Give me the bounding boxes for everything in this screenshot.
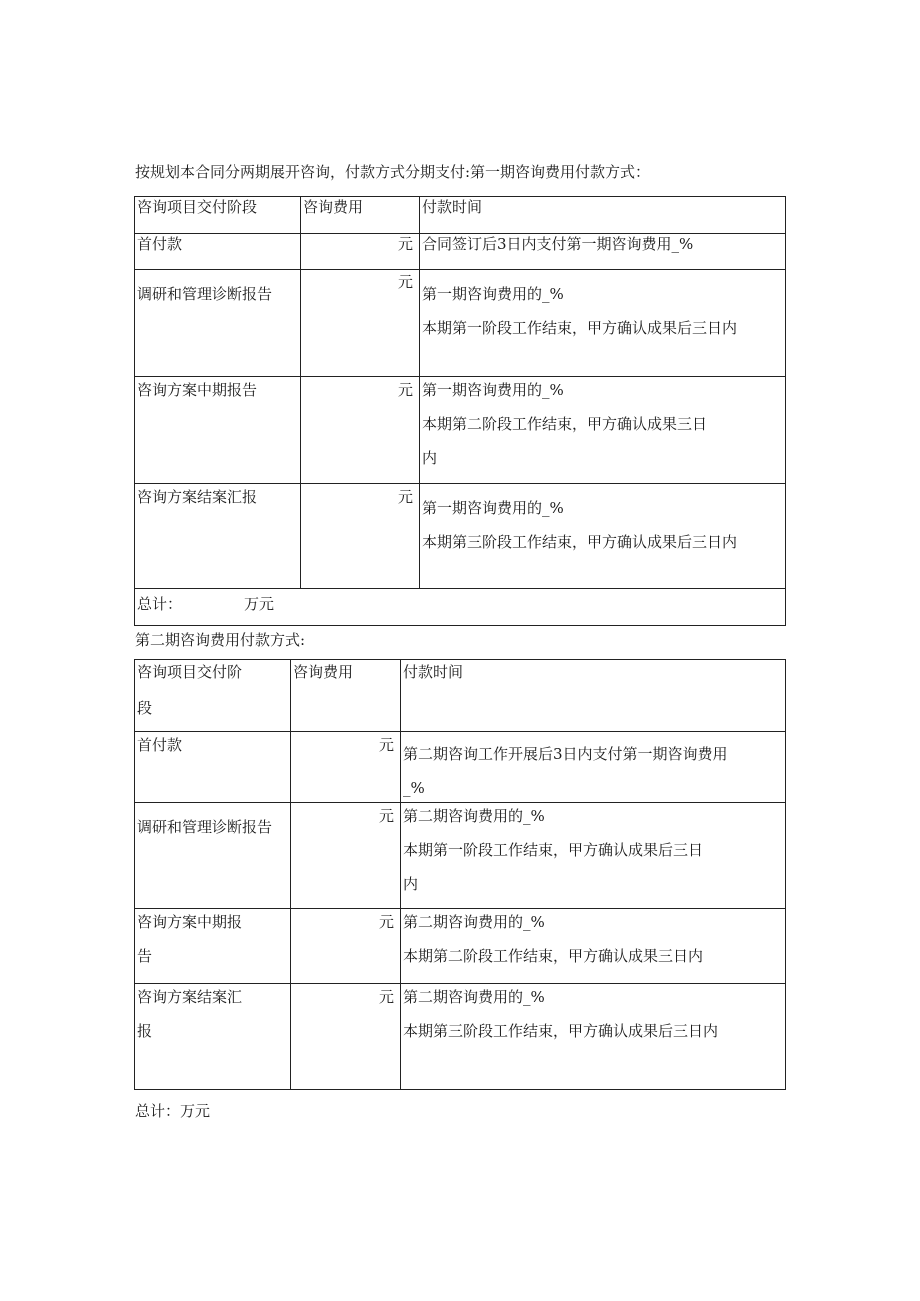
row-time-line: 第一期咨询费用的_% xyxy=(422,285,564,303)
row-fee: 元 xyxy=(291,984,401,1090)
total-row xyxy=(135,589,786,626)
row-stage-line: 报 xyxy=(137,1022,153,1040)
row-time xyxy=(401,732,786,803)
row-time-line: 第二期咨询费用的_% xyxy=(403,988,545,1006)
row-time xyxy=(401,909,786,984)
row-time-line: 第一期咨询费用的_% xyxy=(422,381,564,399)
row-time-line: _% xyxy=(403,779,425,797)
table-row xyxy=(135,270,786,377)
row-stage xyxy=(135,270,301,377)
table-row xyxy=(135,732,786,803)
row-time xyxy=(420,270,786,377)
row-stage-line: 咨询方案中期报 xyxy=(137,913,243,931)
row-time-line: 合同签订后3日内支付第一期咨询费用_% xyxy=(422,235,694,253)
row-time-line: 第一期咨询费用的_% xyxy=(422,499,564,517)
row-stage xyxy=(135,984,291,1090)
header-fee: 咨询费用 xyxy=(301,197,420,234)
row-time xyxy=(420,484,786,589)
row-time xyxy=(401,803,786,909)
table-header-row xyxy=(135,660,786,732)
table-row xyxy=(135,984,786,1090)
row-fee: 元 xyxy=(301,234,420,270)
phase2-heading: 第二期咨询费用付款方式: xyxy=(135,631,306,649)
header-stage: 咨询项目交付阶段 xyxy=(135,197,301,234)
header-fee: 咨询费用 xyxy=(291,660,401,732)
total-label: 总计： xyxy=(137,595,183,613)
total-unit: 万元 xyxy=(244,595,275,613)
phase2-payment-table xyxy=(134,659,786,1090)
table-row xyxy=(135,234,786,270)
header-stage-line: 咨询项目交付阶 xyxy=(137,663,243,681)
row-stage xyxy=(135,909,291,984)
header-time: 付款时间 xyxy=(420,197,786,234)
row-time-line: 本期第一阶段工作结束，甲方确认成果后三日内 xyxy=(422,319,738,337)
total-cell xyxy=(135,589,786,626)
row-stage: 咨询方案结案汇报 xyxy=(135,484,301,589)
row-time xyxy=(401,984,786,1090)
row-time xyxy=(420,377,786,484)
header-stage-line: 段 xyxy=(137,699,153,717)
row-time-line: 内 xyxy=(403,875,419,893)
table-row xyxy=(135,484,786,589)
row-time-line: 本期第二阶段工作结束，甲方确认成果三日 xyxy=(422,415,708,433)
row-stage-line: 咨询方案结案汇 xyxy=(137,988,243,1006)
row-time-line: 本期第一阶段工作结束，甲方确认成果后三日 xyxy=(403,841,704,859)
header-stage xyxy=(135,660,291,732)
row-stage: 首付款 xyxy=(135,732,291,803)
phase2-total: 总计：万元 xyxy=(135,1102,211,1120)
row-time-line: 第二期咨询费用的_% xyxy=(403,913,545,931)
row-fee: 元 xyxy=(291,732,401,803)
row-fee: 元 xyxy=(301,377,420,484)
row-time-line: 第二期咨询费用的_% xyxy=(403,807,545,825)
row-fee xyxy=(301,270,420,377)
row-stage-text: 调研和管理诊断报告 xyxy=(137,285,273,303)
row-stage: 调研和管理诊断报告 xyxy=(135,803,291,909)
row-fee: 元 xyxy=(291,803,401,909)
intro-paragraph: 按规划本合同分两期展开咨询，付款方式分期支付:第一期咨询费用付款方式： xyxy=(135,163,651,181)
table-row xyxy=(135,803,786,909)
table-row xyxy=(135,909,786,984)
row-time-line: 内 xyxy=(422,449,438,467)
phase1-payment-table xyxy=(134,196,786,626)
table-row xyxy=(135,377,786,484)
table-header-row xyxy=(135,197,786,234)
header-time: 付款时间 xyxy=(401,660,786,732)
row-fee: 元 xyxy=(301,484,420,589)
row-time-line: 本期第三阶段工作结束，甲方确认成果后三日内 xyxy=(403,1022,719,1040)
row-stage-line: 告 xyxy=(137,947,153,965)
row-fee: 元 xyxy=(291,909,401,984)
row-stage: 首付款 xyxy=(135,234,301,270)
row-time xyxy=(420,234,786,270)
row-stage: 咨询方案中期报告 xyxy=(135,377,301,484)
row-time-line: 本期第三阶段工作结束，甲方确认成果后三日内 xyxy=(422,533,738,551)
row-time-line: 第二期咨询工作开展后3日内支付第一期咨询费用 xyxy=(403,745,728,763)
row-fee-text: 元 xyxy=(397,273,413,291)
row-time-line: 本期第二阶段工作结束，甲方确认成果三日内 xyxy=(403,947,704,965)
